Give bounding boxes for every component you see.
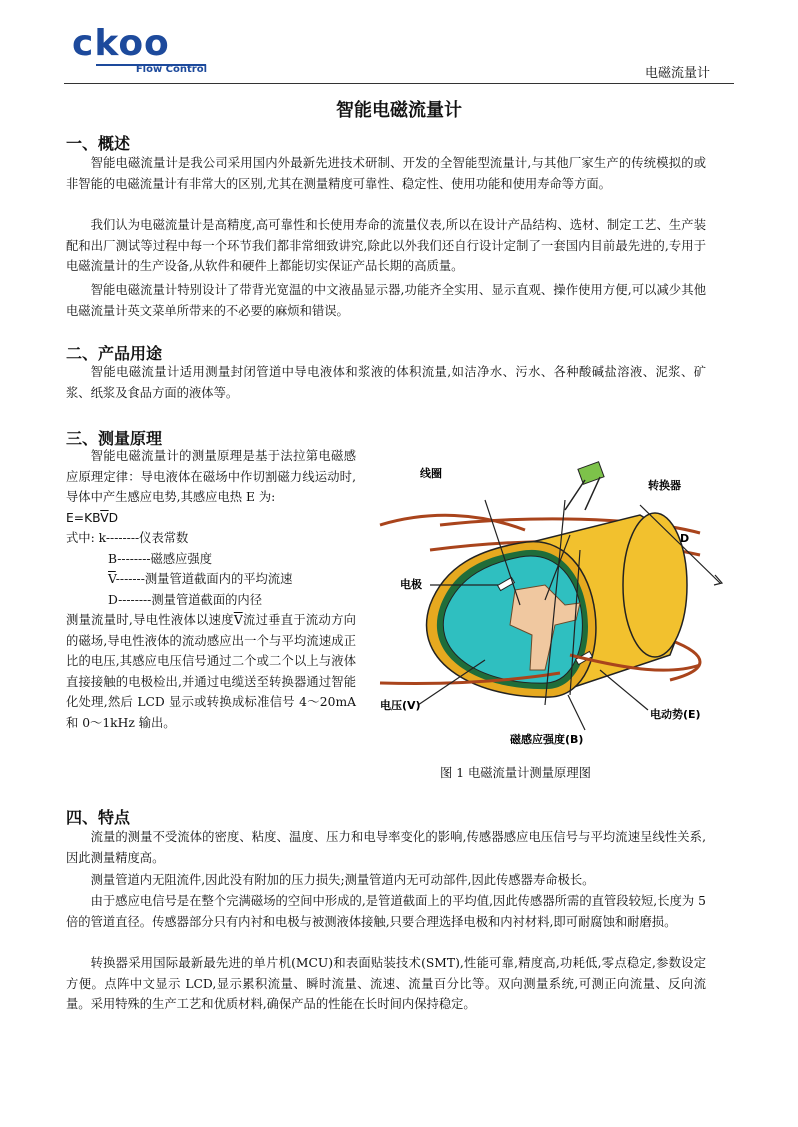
section-heading-principle: 三、测量原理 bbox=[66, 429, 163, 448]
principle-body bbox=[66, 610, 356, 733]
principle-body-part-a: 测量流量时,导电性液体以速度 bbox=[66, 613, 234, 627]
section-heading-features: 四、特点 bbox=[66, 808, 131, 827]
usage-paragraph: 智能电磁流量计适用测量封闭管道中导电液体和浆液的体积流量,如洁净水、污水、各种酸碱盐溶液、泥浆、矿浆、纸浆及食品方面的液体等。 bbox=[66, 365, 706, 400]
def-desc: 磁感应强度 bbox=[150, 551, 213, 566]
formula-prefix: E=KB bbox=[66, 510, 101, 525]
def-desc: 仪表常数 bbox=[139, 531, 189, 545]
features-paragraph-3: 由于感应电信号是在整个完满磁场的空间中形成的,是管道截面上的平均值,因此传感器所需的直管段较短,长度为 5 倍的管道直径。传感器部分只有内衬和电极与被测液体接触,只要合理选择电极和内衬材料,即可耐腐蚀和耐磨损。 bbox=[66, 894, 706, 929]
company-logo: ckoo bbox=[72, 23, 170, 64]
def-symbol: $\overline{V}$ bbox=[108, 572, 116, 586]
label-coil: 线圈 bbox=[420, 467, 442, 480]
definition-d bbox=[66, 590, 356, 611]
features-paragraph-2: 测量管道内无阻流件,因此没有附加的压力损失;测量管道内无可动部件,因此传感器寿命极长。 bbox=[90, 873, 595, 887]
formula-v: $\overline{V}$ bbox=[100, 510, 109, 525]
features-paragraph-1: 流量的测量不受流体的密度、粘度、温度、压力和电导率变化的影响,传感器感应电压信号与平均流速呈线性关系,因此测量精度高。 bbox=[66, 830, 706, 865]
principle-intro: 智能电磁流量计的测量原理是基于法拉第电磁感应原理定律：导电液体在磁场中作切割磁力线运动时,导体中产生感应电势,其感应电热 E 为: bbox=[66, 449, 356, 504]
formula-suffix: D bbox=[108, 510, 119, 525]
def-dash: -------- bbox=[118, 592, 152, 607]
definition-v bbox=[66, 569, 356, 590]
definition-k bbox=[66, 528, 356, 549]
label-voltage: 电压(V) bbox=[380, 699, 421, 712]
pipe-end bbox=[623, 513, 690, 657]
def-desc: 测量管道截面的内径 bbox=[151, 592, 263, 607]
page-title: 智能电磁流量计 bbox=[336, 100, 462, 121]
section-heading-overview: 一、概述 bbox=[66, 134, 131, 153]
principle-body-part-b: 流过垂直于流动方向的磁场,导电性液体的流动感应出一个与平均流速成正比的电压,其感应电压信号通过二个或二个以上与液体直接接触的电极检出,并通过电缆送至转换器通过智能化处理,然后 LCD 显示或转换成标准信号 4～20mA 和 0～1kHz 输出。 bbox=[66, 613, 356, 730]
logo-tagline: Flow Control bbox=[135, 64, 207, 75]
label-flux: 磁感应强度(B) bbox=[510, 733, 584, 746]
def-desc: 测量管道截面内的平均流速 bbox=[144, 572, 293, 586]
header-rule bbox=[64, 83, 734, 84]
def-dash: -------- bbox=[117, 551, 151, 566]
overview-paragraph-2: 我们认为电磁流量计是高精度,高可靠性和长使用寿命的流量仪表,所以在设计产品结构、选材、制定工艺、生产装配和出厂测试等过程中每一个环节我们都非常细致讲究,除此以外我们还自行设计定制了一套国内目前最先进的,专用于电磁流量计的生产设备,从软件和硬件上都能切实保证产品长期的高质量。 bbox=[66, 218, 706, 273]
features-paragraph-4: 转换器采用国际最新最先进的单片机(MCU)和表面贴装技术(SMT),性能可靠,精度高,功耗低,零点稳定,参数设定方便。点阵中文显示 LCD,显示累积流量、瞬时流量、流速、流量百分比等。双向测量系统,可测正向流量、反向流量。采用特殊的生产工艺和优质材料,确保产品的性能在长时间内保持稳定。 bbox=[66, 956, 706, 1011]
overview-paragraph-1: 智能电磁流量计是我公司采用国内外最新先进技术研制、开发的全智能型流量计,与其他厂家生产的传统模拟的或非智能的电磁流量计有非常大的区别,尤其在测量精度可靠性、稳定性、使用功能和使用寿命等方面。 bbox=[66, 156, 706, 191]
label-diameter: D bbox=[680, 532, 690, 545]
label-converter: 转换器 bbox=[648, 479, 681, 492]
label-electrode: 电极 bbox=[400, 578, 422, 591]
def-symbol: D bbox=[108, 592, 119, 607]
principle-figure bbox=[370, 455, 740, 755]
figure-caption: 图 1 电磁流量计测量原理图 bbox=[440, 766, 591, 780]
def-dash: ------- bbox=[115, 572, 145, 586]
formula bbox=[66, 508, 356, 529]
def-dash: -------- bbox=[105, 531, 140, 545]
def-symbol: B bbox=[108, 551, 118, 566]
principle-body-v: $\overline{V}$ bbox=[233, 613, 243, 627]
definition-b bbox=[66, 549, 356, 570]
converter-box bbox=[578, 462, 604, 485]
label-emf: 电动势(E) bbox=[650, 708, 701, 721]
def-symbol: 式中: k bbox=[66, 531, 106, 545]
principle-text-column bbox=[66, 446, 356, 733]
header-doc-label: 电磁流量计 bbox=[644, 66, 710, 81]
overview-paragraph-3: 智能电磁流量计特别设计了带背光宽温的中文液晶显示器,功能齐全实用、显示直观、操作使用方便,可以减少其他电磁流量计英文菜单所带来的不必要的麻烦和错误。 bbox=[66, 283, 706, 318]
section-heading-usage: 二、产品用途 bbox=[66, 344, 163, 363]
